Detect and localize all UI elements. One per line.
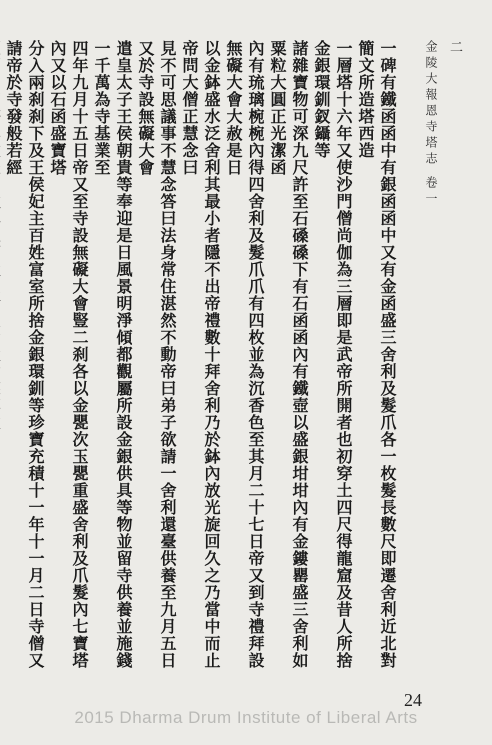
text-column: 分入兩刹刹下及王侯妃主百姓富室所捨金銀環釧等珍寶充積十一年十一月二日寺僧又請帝於寺發般若經 — [4, 40, 45, 669]
folio-mark: 二 — [447, 40, 462, 53]
volume-label: 卷一 — [424, 175, 438, 208]
text-column: 諸雜寶物可深九尺許至石磉磉下有石函函內有鐵壺以盛銀坩坩內有金鏤罌盛三舍利如粟粒大圓正光潔函 — [268, 40, 309, 669]
text-column: 四年九月十五日帝又至寺設無礙大會豎二刹各以金甖次玉甖重盛舍利及爪髮內七寶塔內又以石函盛寶塔 — [48, 40, 89, 669]
page-number: 24 — [404, 690, 422, 710]
text-column: 以金鉢盛水泛舍利其最小者隱不出帝禮數十拜舍利乃於鉢內放光旋回久之乃當中而止帝問大僧正慧念曰 — [180, 40, 221, 669]
watermark-text: 2015 Dharma Drum Institute of Liberal Arts — [74, 708, 418, 727]
text-column: 見不可思議事不慧念答曰法身常住湛然不動帝曰弟子欲請一舍利還臺供養至九月五日又於寺設無礙大會 — [136, 40, 177, 669]
text-column: 一層塔十六年又使沙門僧尚伽為三層即是武帝所開者也初穿土四尺得龍窟及昔人所捨金銀環釧釵鑷等 — [312, 40, 353, 669]
book-title: 金陵大報恩寺塔志 — [424, 40, 438, 168]
text-column — [0, 40, 2, 672]
running-header — [423, 40, 440, 208]
text-column: 內有琉璃椀椀內得四舍利及髮爪爪有四枚並為沉香色至其月二十七日帝又到寺禮拜設無礙大會大赦是日 — [224, 40, 265, 669]
body-text — [4, 40, 398, 672]
text-column: 一碑有鐵函函中有銀函函中又有金函盛三舍利及髮爪各一枚髮長數尺即遷舍利近北對簡文所造塔西造 — [356, 40, 397, 669]
text-column: 遣皇太子王侯朝貴等奉迎是日風景明淨傾都觀屬所設金銀供具等物並留寺供養並施錢一千萬為寺基業至 — [92, 40, 133, 669]
